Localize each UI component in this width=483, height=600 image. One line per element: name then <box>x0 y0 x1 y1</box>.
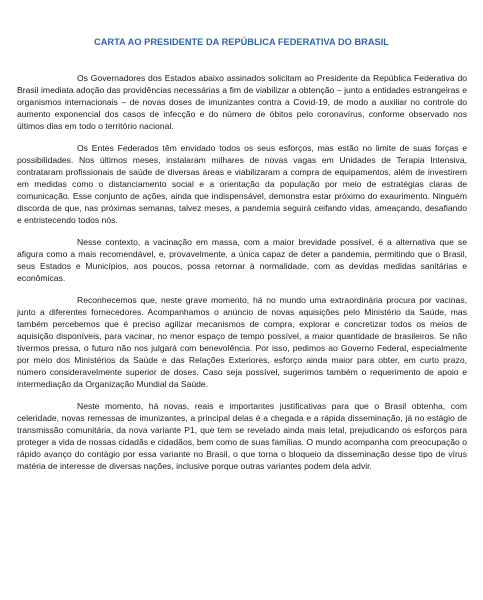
paragraph-1: Os Governadores dos Estados abaixo assinados solicitam ao Presidente da República Federativa do Brasil imediata adoção das providências necessárias a fim de viabilizar a obtenção – junto a entidades estrangeiras e organismos internacionais – de novas doses de imunizantes contra a Covid-19, de modo a auxiliar no controle do aumento exponencial dos casos de infecção e do número de óbitos pelo coronavírus, conforme observado nos últimos dias em todo o território nacional. <box>17 73 467 131</box>
paragraph-4: Reconhecemos que, neste grave momento, há no mundo uma extraordinária procura por vacinas, junto a diferentes fornecedores. Acompanhamos o anúncio de novas aquisições pelo Ministério da Saúde, mas também percebemos que é preciso agilizar mecanismos de compra, explorar e concretizar todos os meios de aquisição disponíveis, para vacinar, no menor espaço de tempo possível, a maior quantidade de brasileiros. Se não tivermos pressa, o futuro não nos julgará com benevolência. Por isso, pedimos ao Governo Federal, especialmente por meio dos Ministérios da Saúde e das Relações Exteriores, esforço ainda maior para obter, em curto prazo, número consideravelmente superior de doses. Caso seja possível, sugerimos também o requerimento de apoio e intermediação da Organização Mundial da Saúde. <box>17 295 467 389</box>
paragraph-5: Neste momento, há novas, reais e importantes justificativas para que o Brasil obtenha, com celeridade, novas remessas de imunizantes, a principal delas é a chegada e a rápida disseminação, já no estágio de transmissão comunitária, da nova variante P1, que tem se revelado ainda mais letal, prejudicando os esforços para proteger a vida de nossas cidadãs e cidadãos, bem como de suas famílias. O mundo acompanha com preocupação o rápido avanço do contágio por essa variante no Brasil, o que torna o bloqueio da disseminação desse tipo de vírus matéria de interesse de diversas nações, inclusive porque outras variantes podem dela advir. <box>17 401 467 471</box>
document-title: CARTA AO PRESIDENTE DA REPÚBLICA FEDERATIVA DO BRASIL <box>94 37 389 47</box>
paragraph-3: Nesse contexto, a vacinação em massa, com a maior brevidade possível, é a alternativa que se afigura como a mais recomendável, e, provavelmente, a única capaz de deter a pandemia, permitindo que o Brasil, seus Estados e Municípios, aos poucos, possa retornar à normalidade, com as devidas medidas sanitárias e econômicas. <box>17 237 467 283</box>
paragraph-2: Os Entes Federados têm envidado todos os seus esforços, mas estão no limite de suas forças e possibilidades. Nos últimos meses, instalaram milhares de novas vagas em Unidades de Terapia Intensiva, contrataram profissionais de saúde de diversas áreas e viabilizaram a compra de equipamentos, além de investirem em medidas como o distanciamento social e a orientação da população por meio de estratégias claras de comunicação. Esse conjunto de ações, ainda que indispensável, demonstra estar próximo do exaurimento. Ninguém discorda de que, nas próximas semanas, talvez meses, a pandemia seguirá ceifando vidas, ameaçando, desafiando e entristecendo todos nós. <box>17 143 467 225</box>
document-body <box>17 72 467 472</box>
